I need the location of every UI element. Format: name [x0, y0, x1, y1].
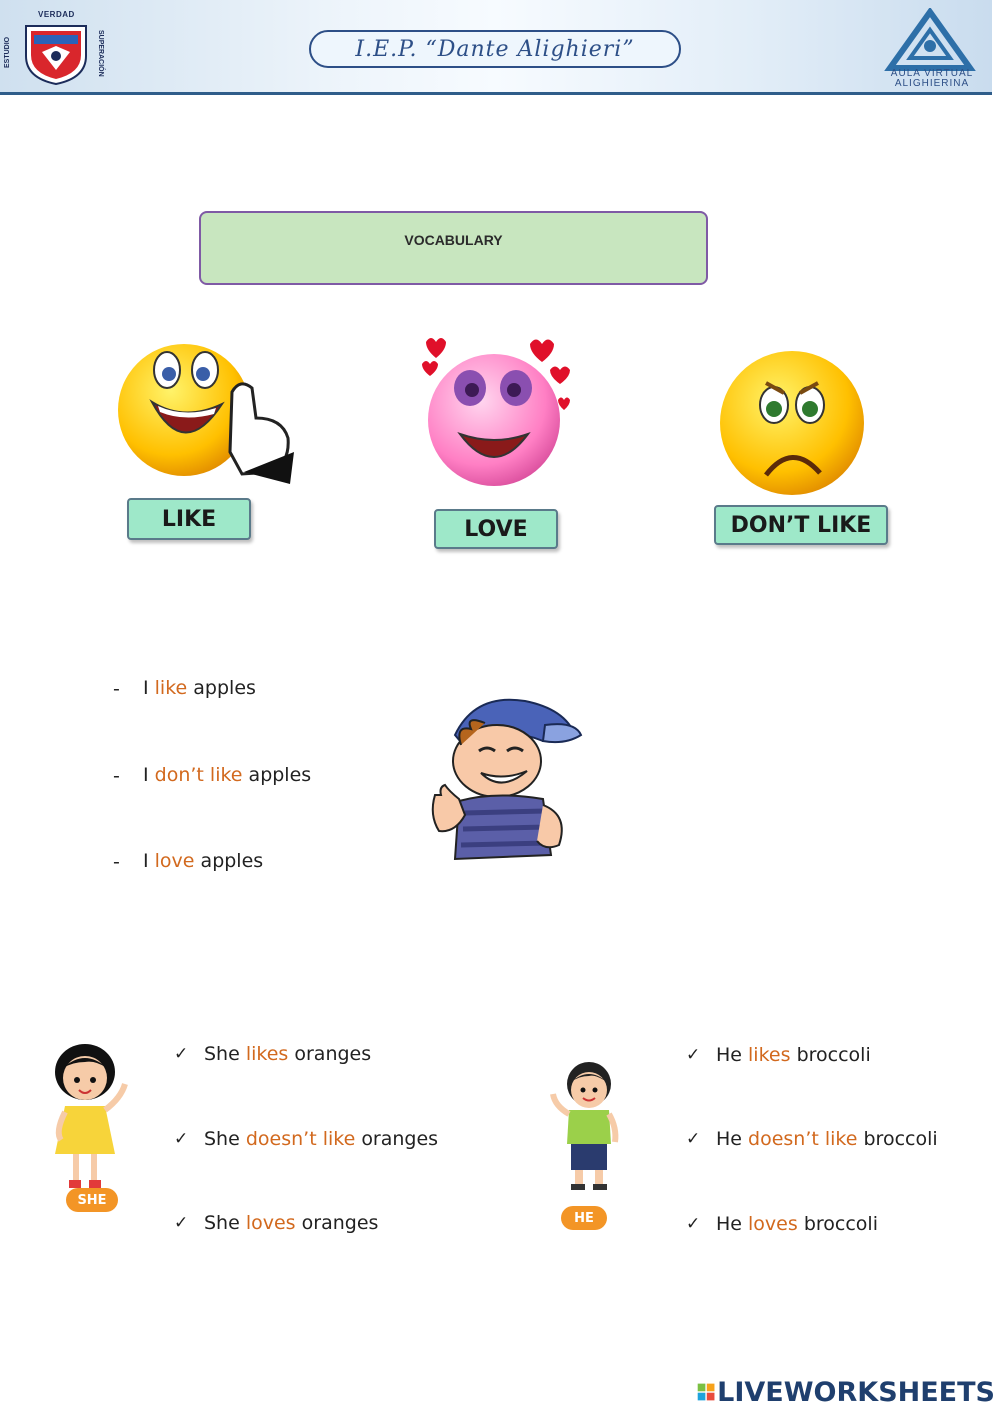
sentence-object: apples: [200, 850, 264, 872]
boy-he-icon: [545, 1058, 630, 1198]
i-like-sentence: [143, 677, 256, 699]
check-icon: ✓: [174, 1213, 189, 1233]
sentence-verb: don’t like: [154, 764, 243, 786]
she-badge: SHE: [66, 1188, 118, 1212]
school-name-banner: [309, 30, 681, 68]
sentence-subject: I: [143, 850, 149, 872]
he-badge: HE: [561, 1206, 607, 1230]
like-label: LIKE: [127, 498, 251, 540]
sentence-verb: doesn’t like: [245, 1128, 356, 1150]
check-icon: ✓: [174, 1129, 189, 1149]
vocabulary-title: VOCABULARY: [404, 232, 503, 248]
dash-marker: -: [113, 678, 120, 700]
like-emoji-icon: [112, 322, 302, 492]
sentence-verb: doesn’t like: [748, 1128, 858, 1150]
sentence-object: broccoli: [863, 1128, 938, 1150]
love-emoji-icon: [412, 330, 582, 500]
crest-right-text: SUPERACIÓN: [97, 30, 104, 77]
sentence-object: apples: [193, 677, 256, 699]
she-loves-sentence: [204, 1212, 378, 1234]
love-label: LOVE: [434, 509, 558, 549]
sentence-subject: She: [204, 1212, 240, 1234]
sentence-object: oranges: [294, 1043, 372, 1065]
sentence-verb: like: [154, 677, 188, 699]
sentence-verb: likes: [245, 1043, 289, 1065]
sentence-subject: She: [204, 1043, 240, 1065]
she-doesnt-like-sentence: [204, 1128, 438, 1150]
liveworksheets-brand: LIVEWORKSHEETS: [717, 1376, 995, 1408]
dont-like-label: DON’T LIKE: [714, 505, 888, 545]
sentence-subject: He: [716, 1044, 742, 1066]
sentence-object: broccoli: [803, 1213, 878, 1235]
he-doesnt-like-sentence: [716, 1128, 938, 1150]
she-likes-sentence: [204, 1043, 371, 1065]
sentence-subject: I: [143, 677, 149, 699]
dont-like-emoji-icon: [710, 345, 876, 500]
crest-top-text: VERDAD: [38, 10, 75, 19]
he-loves-sentence: [716, 1213, 878, 1235]
dash-marker: -: [113, 765, 120, 787]
aula-line-1: AULA VIRTUAL: [890, 68, 974, 79]
sentence-object: oranges: [361, 1128, 439, 1150]
i-dont-like-sentence: [143, 764, 311, 786]
sentence-object: apples: [248, 764, 312, 786]
vocabulary-box: [199, 211, 708, 285]
sentence-subject: I: [143, 764, 149, 786]
check-icon: ✓: [686, 1129, 701, 1149]
boy-thumb-pointing-icon: [425, 695, 585, 865]
sentence-object: broccoli: [796, 1044, 871, 1066]
dash-marker: -: [113, 851, 120, 873]
sentence-subject: She: [204, 1128, 240, 1150]
crest-left-text: ESTUDIO: [4, 36, 11, 69]
sentence-verb: loves: [748, 1213, 798, 1235]
liveworksheets-icon: [697, 1379, 715, 1405]
check-icon: ✓: [686, 1045, 701, 1065]
sentence-subject: He: [716, 1213, 742, 1235]
liveworksheets-logo: [697, 1375, 995, 1409]
school-crest-icon: [22, 22, 90, 86]
i-love-sentence: [143, 850, 263, 872]
he-likes-sentence: [716, 1044, 871, 1066]
sentence-object: oranges: [301, 1212, 379, 1234]
sentence-verb: likes: [748, 1044, 791, 1066]
sentence-verb: loves: [245, 1212, 296, 1234]
sentence-verb: love: [154, 850, 195, 872]
aula-line-2: ALIGHIERINA: [894, 78, 970, 89]
check-icon: ✓: [686, 1214, 701, 1234]
school-name: I.E.P. “Dante Alighieri”: [355, 36, 635, 62]
sentence-subject: He: [716, 1128, 742, 1150]
check-icon: ✓: [174, 1044, 189, 1064]
